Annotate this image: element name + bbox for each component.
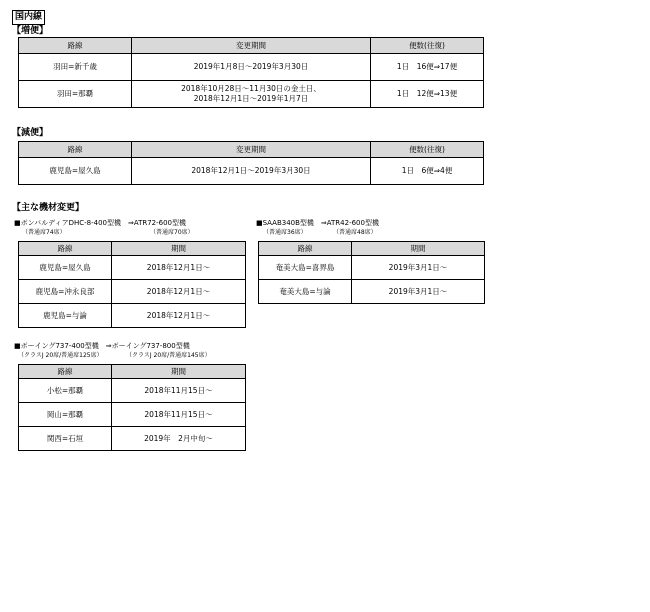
seat-info-after: （普通席48席） (333, 229, 377, 236)
table-row (259, 280, 485, 304)
period-line-2: 2018年12月1日〜2019年1月7日 (193, 94, 309, 103)
period-cell: 2018年12月1日〜 (112, 280, 246, 304)
aircraft-change-note: ■ボーイング737-400型機 ⇒ボーイング737-800型機 (14, 342, 190, 350)
table-header-row (19, 38, 484, 54)
route-cell: 羽田=那覇 (19, 81, 132, 108)
table-row (19, 81, 484, 108)
table-header-row (19, 142, 484, 158)
route-cell: 鹿児島=与論 (19, 304, 112, 328)
page-title: 国内線 (12, 10, 45, 25)
table-row (19, 256, 246, 280)
header-flights: 便数(往復) (371, 38, 484, 54)
header-route: 路線 (259, 242, 352, 256)
route-cell: 鹿児島=屋久島 (19, 158, 132, 185)
route-cell: 小松=那覇 (19, 379, 112, 403)
header-period: 期間 (112, 365, 246, 379)
aircraft-change-note: ■SAAB340B型機 ⇒ATR42-600型機 (256, 219, 379, 227)
table-row (259, 256, 485, 280)
seat-info-before: （普通席74席） (22, 229, 66, 236)
flights-cell: 1日 12便⇒13便 (371, 81, 484, 108)
header-period: 変更期間 (132, 142, 371, 158)
equipment-table-1 (18, 241, 246, 328)
route-cell: 関西=石垣 (19, 427, 112, 451)
table-row (19, 403, 246, 427)
decrease-section-label: 【減便】 (12, 128, 49, 138)
header-route: 路線 (19, 365, 112, 379)
equipment-table-2 (258, 241, 485, 304)
route-cell: 羽田=新千歳 (19, 54, 132, 81)
period-cell: 2019年 2月中旬〜 (112, 427, 246, 451)
route-cell: 奄美大島=喜界島 (259, 256, 352, 280)
period-cell: 2018年12月1日〜2019年3月30日 (132, 158, 371, 185)
period-cell: 2018年12月1日〜 (112, 256, 246, 280)
flights-cell: 1日 16便⇒17便 (371, 54, 484, 81)
increase-section-label: 【増便】 (12, 26, 49, 36)
table-row (19, 379, 246, 403)
period-cell: 2018年11月15日〜 (112, 379, 246, 403)
increase-table (18, 37, 484, 108)
header-period: 期間 (112, 242, 246, 256)
seat-info-after: （普通席70席） (150, 229, 194, 236)
equipment-table-3 (18, 364, 246, 451)
period-cell: 2019年1月8日〜2019年3月30日 (132, 54, 371, 81)
decrease-table (18, 141, 484, 185)
table-row (19, 304, 246, 328)
header-route: 路線 (19, 242, 112, 256)
header-route: 路線 (19, 142, 132, 158)
period-cell: 2018年11月15日〜 (112, 403, 246, 427)
seat-info-before: （普通席36席） (263, 229, 307, 236)
period-cell: 2019年3月1日〜 (352, 256, 485, 280)
table-header-row (19, 242, 246, 256)
table-row (19, 280, 246, 304)
flights-cell: 1日 6便⇒4便 (371, 158, 484, 185)
route-cell: 鹿児島=沖永良部 (19, 280, 112, 304)
table-row (19, 158, 484, 185)
header-period: 期間 (352, 242, 485, 256)
period-cell: 2019年3月1日〜 (352, 280, 485, 304)
period-line-1: 2018年10月28日〜11月30日の金土日、 (181, 84, 321, 93)
header-route: 路線 (19, 38, 132, 54)
seat-info-after: （クラスJ 20席/普通席145席） (126, 352, 211, 359)
seat-info-before: （クラスJ 20席/普通席125席） (18, 352, 103, 359)
route-cell: 奄美大島=与論 (259, 280, 352, 304)
equipment-section-label: 【主な機材変更】 (12, 203, 85, 213)
route-cell: 岡山=那覇 (19, 403, 112, 427)
route-cell: 鹿児島=屋久島 (19, 256, 112, 280)
table-row (19, 427, 246, 451)
table-header-row (19, 365, 246, 379)
header-flights: 便数(往復) (371, 142, 484, 158)
aircraft-change-note: ■ボンバルディアDHC-8-400型機 ⇒ATR72-600型機 (14, 219, 187, 227)
period-cell: 2018年12月1日〜 (112, 304, 246, 328)
table-row (19, 54, 484, 81)
header-period: 変更期間 (132, 38, 371, 54)
period-cell (132, 81, 371, 108)
table-header-row (259, 242, 485, 256)
